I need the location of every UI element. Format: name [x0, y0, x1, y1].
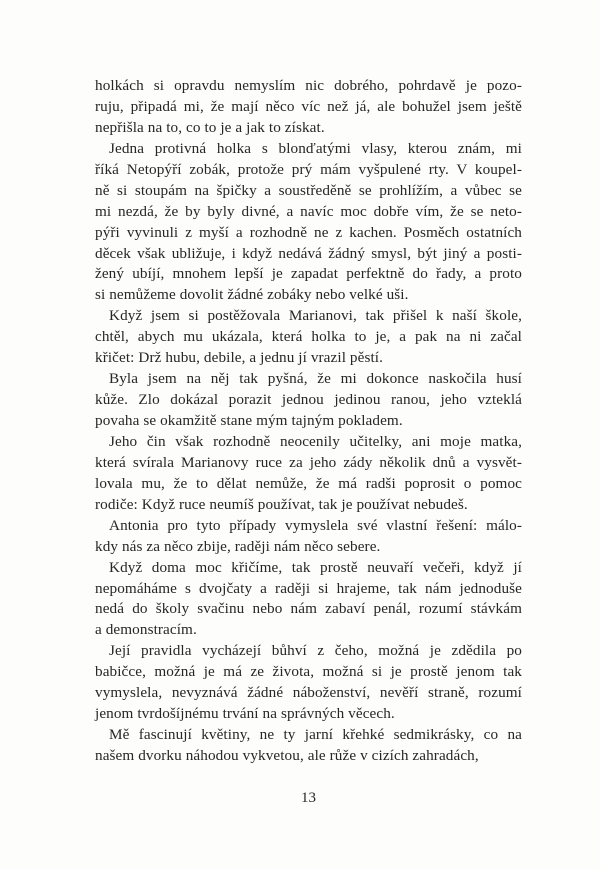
text-line: říká Netopýří zobák, protože prý mám vyšpulené rty. V koupel- [95, 160, 522, 178]
text-line: a demonstracím. [95, 621, 197, 639]
text-line: nepomáháme s dvojčaty a raději si hrajeme, tak nám jednoduše [95, 579, 522, 597]
text-line: kůže. Zlo dokázal porazit jednou jedinou ranou, jeho vzteklá [95, 391, 522, 409]
text-line: povaha se okamžitě stane mým tajným pokladem. [95, 412, 403, 429]
text-line: si nemůžeme dovolit žádné zobáky nebo velké uši. [95, 286, 409, 304]
text-line: rodiče: Když ruce neumíš používat, tak je používat nebudeš. [95, 495, 468, 513]
text-line: Byla jsem na něj tak pyšná, že mi dokonce naskočila husí [109, 370, 522, 388]
text-line: nedá do školy svačinu nebo nám zabaví penál, rozumí stávkám [95, 600, 522, 618]
text-line: lovala mu, že to dělat nemůže, že má radši poprosit o pomoc [95, 474, 522, 492]
text-line: děcek však ubližuje, i když nedává žádný smysl, být jiný a posti- [95, 244, 522, 262]
text-line: nepřišla na to, co to je a jak to získat. [95, 118, 325, 136]
text-line: vymyslela, nevyznává žádné náboženství, nevěří straně, rozumí [95, 684, 522, 702]
text-line: babičce, možná je má ze života, možná si je prostě jenom tak [95, 663, 522, 681]
text-line: Jeho čin však rozhodně neocenily učitelky, ani moje matka, [109, 432, 522, 450]
text-line: Když doma moc křičíme, tak prostě neuvaří večeři, když jí [109, 558, 522, 576]
text-line: kdy nás za něco zbije, raději nám něco sebere. [95, 537, 381, 555]
text-line: mi nezdá, že by byly divné, a navíc moc dobře vím, že se neto- [95, 202, 522, 220]
text-line: Jedna protivná holka s blonďatými vlasy, kterou znám, mi [109, 139, 522, 157]
text-line: jenom tvrdošíjnému trvání na správných věcech. [95, 705, 395, 723]
text-line: chtěl, abych mu ukázala, která holka to je, a pak na ni začal [95, 328, 522, 346]
text-line: pýři vyvinuli z myší a rozhodně ne z kachen. Posměch ostatních [95, 223, 522, 241]
text-line: žený ubíjí, mnohem lepší je zapadat perfektně do řady, a proto [95, 265, 522, 283]
text-line: našem dvorku náhodou vykvetou, ale růže v cizích zahradách, [95, 747, 479, 764]
text-line: Její pravidla vycházejí bůhví z čeho, možná je zdědila po [109, 642, 522, 660]
folio [95, 790, 522, 807]
text-line: Když jsem si postěžovala Marianovi, tak přišel k naší škole, [109, 307, 522, 325]
text-line: Mě fascinují květiny, ne ty jarní křehké sedmikrásky, co na [109, 726, 522, 744]
text-line: která svírala Marianovy ruce za jeho zády několik dnů a vysvět- [95, 453, 522, 471]
page-number: 13 [301, 789, 316, 806]
text-line: holkách si opravdu nemyslím nic dobrého, pohrdavě je pozo- [95, 77, 522, 94]
text-line: křičet: Drž hubu, debile, a jednu jí vrazil pěstí. [95, 349, 383, 367]
page-text [95, 76, 522, 767]
text-line: Antonia pro tyto případy vymyslela své vlastní řešení: málo- [109, 516, 522, 534]
text-line: ně si stoupám na špičky a soustředěně se prohlížím, a vůbec se [95, 181, 522, 199]
text-line: ruju, připadá mi, že mají něco víc než já, ale bohužel jsem ještě [95, 97, 522, 115]
